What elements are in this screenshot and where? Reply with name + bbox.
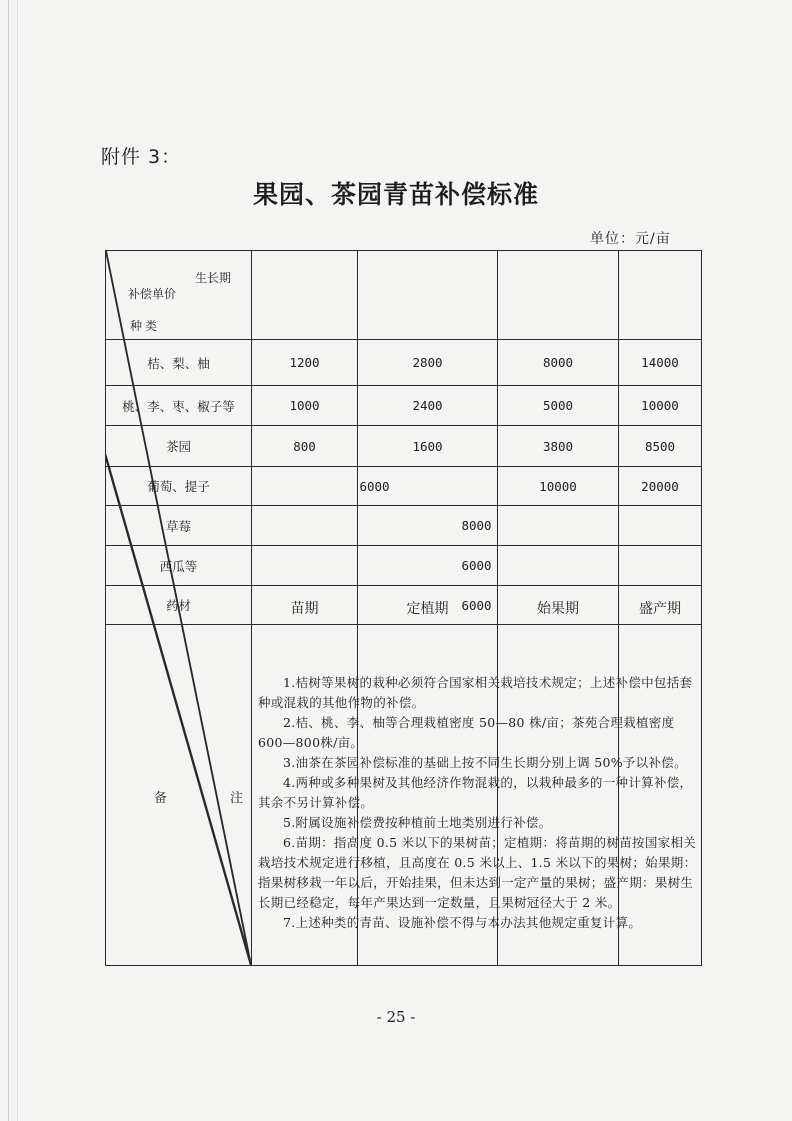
diag-label-kind: 种类 <box>130 319 161 333</box>
remarks-label-cell <box>106 625 252 966</box>
remark-note-6: 6.苗期：指高度 0.5 米以下的果树苗；定植期：将苗期的树苗按国家相关栽培技术规定进行移植，且高度在 0.5 米以上、1.5 米以下的果树；始果期：指果树移栽一年以后，开始挂果，但未达到一定产量的果树；盛产期：果树生长期已经稳定，每年产果达到一定数量，且果树冠径大于 2 米。 <box>258 835 697 910</box>
table-row <box>106 506 702 546</box>
cell-grape-peak: 20000 <box>641 478 679 494</box>
unit-label: 单位：元/亩 <box>590 231 671 247</box>
cell-grape-fruiting: 10000 <box>498 467 619 505</box>
cell-strawberry-value: 8000 <box>252 506 702 546</box>
table-row <box>106 426 702 467</box>
page-binding-edge <box>8 0 18 1121</box>
document-title: 果园、茶园青苗补偿标准 <box>252 180 539 209</box>
header-planting: 定植期 <box>358 251 498 966</box>
cell-tea-planting: 1600 <box>358 426 498 467</box>
header-fruiting: 始果期 <box>498 251 619 965</box>
table-row <box>106 467 702 506</box>
cell-peach-split <box>498 386 702 426</box>
cell-peach-planting: 2400 <box>358 386 498 426</box>
remarks-label-right: 注 <box>230 791 244 806</box>
remark-note-7: 7.上述种类的青苗、设施补偿不得与本办法其他规定重复计算。 <box>283 915 642 930</box>
attachment-label: 附件 3： <box>101 146 182 168</box>
cell-tea-fruiting: 3800 <box>498 426 619 466</box>
remark-note-1: 1.桔树等果树的栽种必须符合国家相关栽培技术规定；上述补偿中包括套种或混栽的其他作物的补偿。 <box>258 675 693 710</box>
cell-citrus-peak: 14000 <box>641 355 679 370</box>
compensation-table-body <box>105 339 702 966</box>
cell-tea-seedling: 800 <box>252 426 358 467</box>
table-row <box>106 386 702 426</box>
table-row <box>106 546 702 586</box>
row-kind-strawberry: 草莓 <box>106 506 252 546</box>
page-number: - 25 - <box>376 1008 416 1026</box>
header-peak: 盛产期 <box>639 601 681 617</box>
cell-peach-peak: 10000 <box>641 398 679 413</box>
remark-note-4: 4.两种或多种果树及其他经济作物混栽的，以栽种最多的一种计算补偿，其余不另计算补偿。 <box>258 775 693 810</box>
row-kind-tea: 茶园 <box>106 426 252 467</box>
remark-note-2: 2.桔、桃、李、柚等合理栽植密度 50—80 株/亩；茶苑合理栽植密度600—800株/亩。 <box>258 715 675 750</box>
cell-citrus-planting: 2800 <box>358 340 498 386</box>
table-row <box>106 586 702 625</box>
row-kind-citrus: 桔、梨、柚 <box>106 340 252 386</box>
header-seedling: 苗期 <box>252 251 358 966</box>
cell-tea-peak: 8500 <box>644 438 676 454</box>
diag-label-period: 生长期 <box>194 271 231 285</box>
cell-peach-fruiting: 5000 <box>498 386 619 425</box>
row-kind-herbs: 药材 <box>106 586 252 625</box>
remark-note-3: 3.油茶在茶园补偿标准的基础上按不同生长期分别上调 50%予以补偿。 <box>283 755 687 770</box>
cell-citrus-seedling: 1200 <box>252 340 358 386</box>
remarks-content <box>252 625 702 966</box>
cell-herbs-value: 6000 <box>252 586 702 625</box>
table-row <box>106 340 702 386</box>
row-kind-watermelon: 西瓜等 <box>106 546 252 586</box>
cell-tea-split <box>498 426 702 467</box>
remark-note-5: 5.附属设施补偿费按种植前土地类别进行补偿。 <box>283 815 552 830</box>
cell-watermelon-value: 6000 <box>252 546 702 586</box>
remarks-label-left: 备 <box>154 791 168 806</box>
cell-citrus-fruiting: 8000 <box>498 340 619 385</box>
diag-label-price: 补偿单价 <box>128 287 177 301</box>
cell-citrus-split <box>498 340 702 386</box>
row-kind-peach: 桃、李、枣、椒子等 <box>106 386 252 426</box>
remarks-row <box>106 625 702 966</box>
cell-peach-seedling: 1000 <box>252 386 358 426</box>
cell-grape-split <box>498 467 702 506</box>
cell-grape-seedling-planting: 6000 <box>252 467 498 506</box>
row-kind-grape: 葡萄、提子 <box>106 467 252 506</box>
